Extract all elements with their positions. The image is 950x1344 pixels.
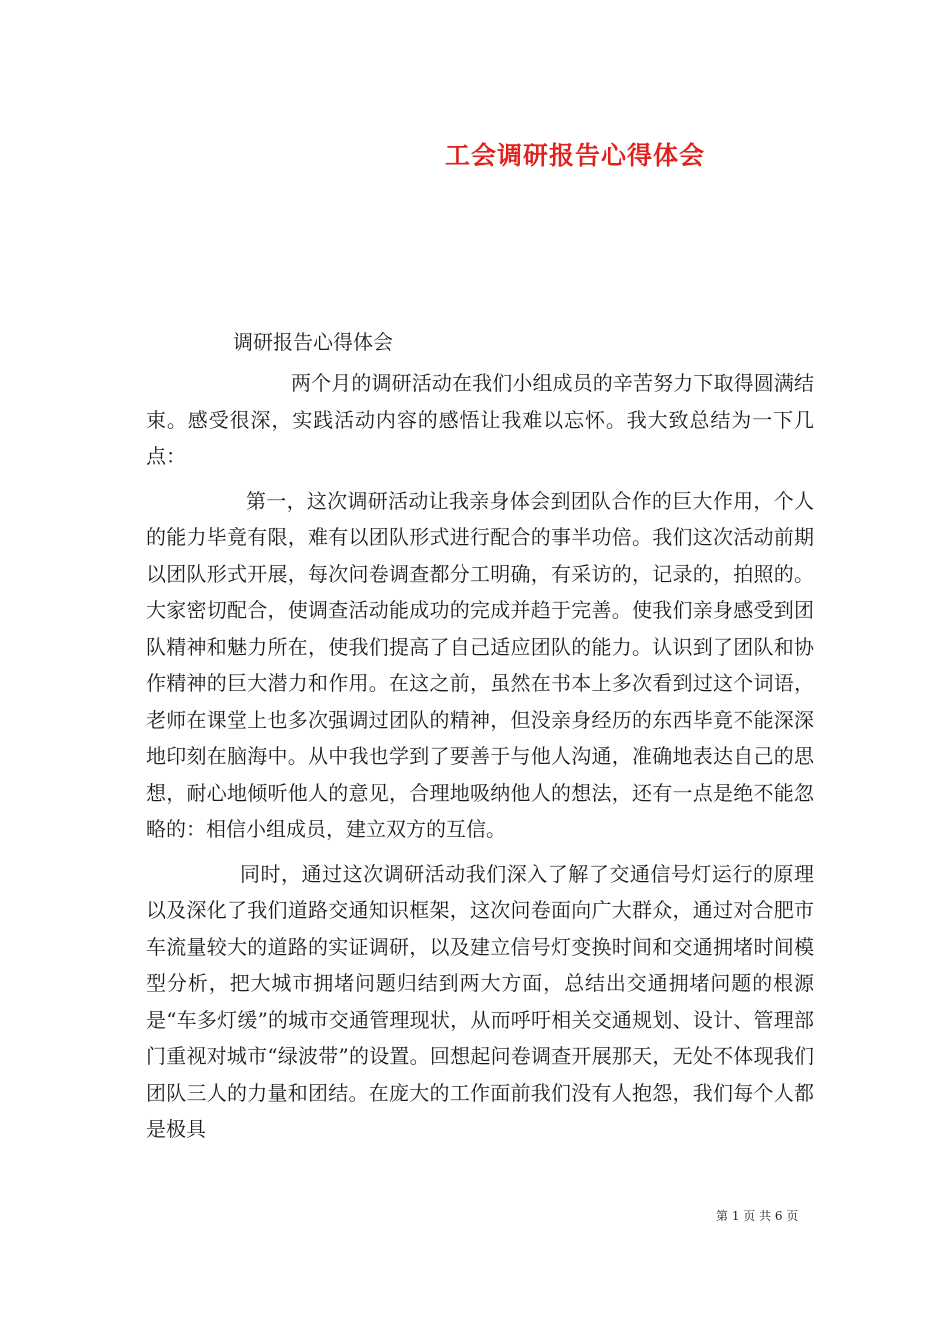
document-subtitle: 调研报告心得体会	[233, 330, 393, 354]
document-body	[146, 365, 814, 1156]
body-paragraph: 第一，这次调研活动让我亲身体会到团队合作的巨大作用，个人的能力毕竟有限，难有以团队形式进行配合的事半功倍。我们这次活动前期以团队形式开展，每次问卷调查都分工明确，有采访的，记录的，拍照的。大家密切配合，使调查活动能成功的完成并趋于完善。使我们亲身感受到团队精神和魅力所在，使我们提高了自己适应团队的能力。认识到了团队和协作精神的巨大潜力和作用。在这之前，虽然在书本上多次看到过这个词语，老师在课堂上也多次强调过团队的精神，但没亲身经历的东西毕竟不能深深地印刻在脑海中。从中我也学到了要善于与他人沟通，准确地表达自己的思想，耐心地倾听他人的意见，合理地吸纳他人的想法，还有一点是绝不能忽略的：相信小组成员，建立双方的互信。	[146, 488, 814, 841]
document-title: 工会调研报告心得体会	[444, 141, 705, 170]
page-number-footer: 第 1 页 共 6 页	[716, 1209, 799, 1223]
body-paragraph: 两个月的调研活动在我们小组成员的辛苦努力下取得圆满结束。感受很深，实践活动内容的感悟让我难以忘怀。我大致总结为一下几点：	[146, 371, 814, 468]
body-paragraph: 同时，通过这次调研活动我们深入了解了交通信号灯运行的原理以及深化了我们道路交通知识框架，这次问卷面向广大群众，通过对合肥市车流量较大的道路的实证调研，以及建立信号灯变换时间和交通拥堵时间模型分析，把大城市拥堵问题归结到两大方面，总结出交通拥堵问题的根源是“车多灯缓”的城市交通管理现状，从而呼吁相关交通规划、设计、管理部门重视对城市“绿波带”的设置。回想起问卷调查开展那天，无处不体现我们团队三人的力量和团结。在庞大的工作面前我们没有人抱怨，我们每个人都是极具	[146, 861, 814, 1141]
